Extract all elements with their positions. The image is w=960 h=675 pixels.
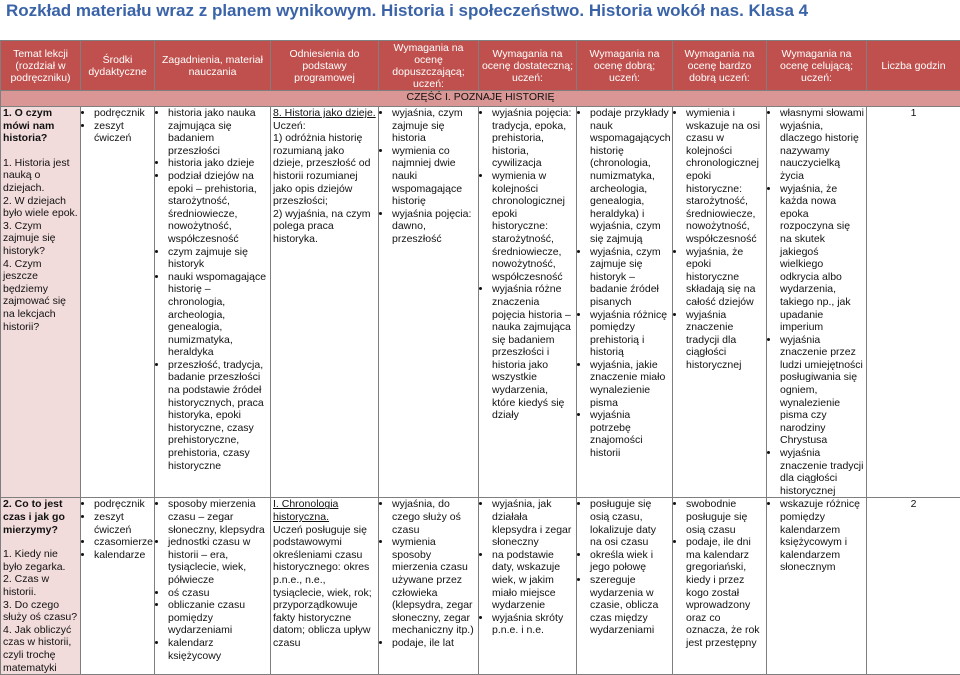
core-title: I. Chronologia historyczna.: [273, 498, 376, 523]
list-item: • wyjaśnia znaczenie tradycji dla ciągłości historycznej: [686, 309, 764, 372]
section-title: CZĘŚĆ I. POZNAJĘ HISTORIĘ: [1, 91, 960, 107]
topic-item: 4. Jak obliczyć czas w historii, czyli trochę matematyki: [3, 624, 78, 674]
list-item: • historia jako dzieje: [168, 157, 268, 170]
req-verygood-cell: [673, 498, 767, 675]
list-item: • wymienia co najmniej dwie nauki wspomagające historię: [392, 145, 476, 208]
list-item: • na podstawie daty, wskazuje wiek, w jakim miało miejsce wydarzenie: [492, 549, 574, 612]
req-good-cell: [577, 107, 673, 498]
header-hours: Liczba godzin: [867, 41, 960, 91]
header-means: Środki dydaktyczne: [81, 41, 155, 91]
req-excellent-cell: [767, 498, 867, 675]
list-item: • obliczanie czasu pomiędzy wydarzeniami: [168, 599, 268, 637]
req-sufficient-cell: [479, 107, 577, 498]
list-item: • wyjaśnia, do czego służy oś czasu: [392, 498, 476, 536]
list-item: • czasomierze: [94, 536, 152, 549]
list-item: • wyjaśnia, jak działała klepsydra i zegar słoneczny: [492, 498, 574, 548]
list-item: • kalendarze: [94, 549, 152, 562]
list-item: • wyjaśnia różne znaczenia pojęcia historia – nauka zajmująca się badaniem przeszłości i historia jako wszystkie wydarzenia, które kiedyś się działy: [492, 283, 574, 422]
list-item: • własnymi słowami wyjaśnia, dlaczego historię nazywamy nauczycielką życia: [780, 107, 864, 183]
list-item: • wymienia sposoby mierzenia czasu używane przez człowieka (klepsydra, zegar słoneczny, zegar mechaniczny itp.): [392, 536, 476, 637]
list-item: • przeszłość, tradycja, badanie przeszłości na podstawie źródeł historycznych, praca historyka, epoki historyczne, czasy prehistoryczne, prehistoria, czasy historyczne: [168, 359, 268, 472]
list-item: • nauki wspomagające historię – chronologia, archeologia, genealogia, numizmatyka, heraldyka: [168, 271, 268, 359]
topic-item: 1. Historia jest nauką o dziejach.: [3, 157, 78, 195]
list-item: • określa wiek i jego połowę: [590, 549, 670, 574]
list-item: • wyjaśnia różnicę pomiędzy prehistorią i historią: [590, 309, 670, 359]
core-item: 1) odróżnia historię rozumianą jako dzieje, przeszłość od historii rozumianej jako opis dziejów przeszłości;: [273, 132, 376, 208]
list-item: • wyjaśnia potrzebę znajomości historii: [590, 409, 670, 459]
hours-cell: 2: [867, 498, 960, 675]
topic-title: 2. Co to jest czas i jak go mierzymy?: [3, 498, 78, 536]
list-item: • posługuje się osią czasu, lokalizuje daty na osi czasu: [590, 498, 670, 548]
header-row: [1, 41, 960, 91]
list-item: • podział dziejów na epoki – prehistoria, starożytność, średniowiecze, nowożytność, współczesność: [168, 170, 268, 246]
topic-item: 3. Czym zajmuje się historyk?: [3, 220, 78, 258]
req-good-cell: [577, 498, 673, 675]
list-item: • kalendarz księżycowy: [168, 637, 268, 662]
list-item: • wskazuje różnicę pomiędzy kalendarzem księżycowym i kalendarzem słonecznym: [780, 498, 864, 574]
core-cell: [271, 107, 379, 498]
topic-item: 1. Kiedy nie było zegarka.: [3, 548, 78, 573]
list-item: • wyjaśnia, że każda nowa epoka rozpoczyna się na skutek jakiegoś wielkiego odkrycia albo wydarzenia, takiego np., jak upadanie imperium: [780, 183, 864, 334]
list-item: • wyjaśnia pojęcia: tradycja, epoka, prehistoria, historia, cywilizacja: [492, 107, 574, 170]
list-item: • wyjaśnia, że epoki historyczne składają się na całość dziejów: [686, 246, 764, 309]
list-item: • swobodnie posługuje się osią czasu: [686, 498, 764, 536]
means-cell: [81, 498, 155, 675]
lesson-plan-table: [0, 40, 960, 675]
req-pass-cell: [379, 498, 479, 675]
list-item: • wyjaśnia znaczenie tradycji dla ciągłości historycznej: [780, 447, 864, 497]
header-req-verygood: Wymagania na ocenę bardzo dobrą uczeń:: [673, 41, 767, 91]
topic-title: 1. O czym mówi nam historia?: [3, 107, 78, 145]
list-item: • podaje, ile dni ma kalendarz gregoriański, kiedy i przez kogo został wprowadzony oraz co oznacza, że rok jest przestępny: [686, 536, 764, 649]
header-req-excellent: Wymagania na ocenę celującą; uczeń:: [767, 41, 867, 91]
issues-cell: [155, 107, 271, 498]
page-title: Rozkład materiału wraz z planem wynikowym. Historia i społeczeństwo. Historia wokół nas. Klasa 4: [6, 0, 808, 22]
list-item: • wymienia i wskazuje na osi czasu w kolejności chronologicznej epoki historyczne: starożytność, średniowiecze, nowożytność, współczesność: [686, 107, 764, 246]
list-item: • wyjaśnia, czym zajmuje się historia: [392, 107, 476, 145]
core-cell: [271, 498, 379, 675]
list-item: • wyjaśnia pojęcia: dawno, przeszłość: [392, 208, 476, 246]
header-topic: Temat lekcji (rozdział w podręczniku): [1, 41, 81, 91]
req-pass-cell: [379, 107, 479, 498]
core-title: 8. Historia jako dzieje.: [273, 107, 376, 120]
list-item: • czym zajmuje się historyk: [168, 246, 268, 271]
topic-item: 3. Do czego służy oś czasu?: [3, 599, 78, 624]
core-item: 2) wyjaśnia, na czym polega praca historyka.: [273, 208, 376, 246]
header-issues: Zagadnienia, materiał nauczania: [155, 41, 271, 91]
table-row: [1, 107, 960, 498]
topic-item: 4. Czym jeszcze będziemy zajmować się na lekcjach historii?: [3, 258, 78, 334]
list-item: • jednostki czasu w historii – era, tysiąclecie, wiek, półwiecze: [168, 536, 268, 586]
list-item: • podaje, ile lat: [392, 637, 476, 650]
list-item: • sposoby mierzenia czasu – zegar słoneczny, klepsydra: [168, 498, 268, 536]
list-item: • podręcznik: [94, 498, 152, 511]
topic-cell: [1, 498, 81, 675]
list-item: • szereguje wydarzenia w czasie, oblicza czas między wydarzeniami: [590, 574, 670, 637]
header-req-good: Wymagania na ocenę dobrą; uczeń:: [577, 41, 673, 91]
topic-item: 2. Czas w historii.: [3, 573, 78, 598]
list-item: • zeszyt ćwiczeń: [94, 511, 152, 536]
table-row: [1, 498, 960, 675]
header-req-sufficient: Wymagania na ocenę dostateczną; uczeń:: [479, 41, 577, 91]
means-cell: [81, 107, 155, 498]
issues-cell: [155, 498, 271, 675]
list-item: • wyjaśnia znaczenie przez ludzi umiejętności posługiwania się ogniem, wynalezienie pisma czy narodziny Chrystusa: [780, 334, 864, 447]
topic-cell: [1, 107, 81, 498]
list-item: • oś czasu: [168, 587, 268, 600]
header-core: Odniesienia do podstawy programowej: [271, 41, 379, 91]
list-item: • wyjaśnia, jakie znaczenie miało wynalezienie pisma: [590, 359, 670, 409]
topic-item: 2. W dziejach było wiele epok.: [3, 195, 78, 220]
list-item: • wyjaśnia, czym zajmuje się historyk – badanie źródeł pisanych: [590, 246, 670, 309]
hours-cell: 1: [867, 107, 960, 498]
core-pupil: Uczeń:: [273, 120, 376, 133]
req-verygood-cell: [673, 107, 767, 498]
list-item: • wymienia w kolejności chronologicznej epoki historyczne: starożytność, średniowiecze, nowożytność, współczesność: [492, 170, 574, 283]
req-sufficient-cell: [479, 498, 577, 675]
req-excellent-cell: [767, 107, 867, 498]
header-req-pass: Wymagania na ocenę dopuszczającą; uczeń:: [379, 41, 479, 91]
list-item: • wyjaśnia skróty p.n.e. i n.e.: [492, 612, 574, 637]
list-item: • historia jako nauka zajmująca się badaniem przeszłości: [168, 107, 268, 157]
core-intro: Uczeń posługuje się podstawowymi określeniami czasu historycznego: okres p.n.e., n.e., tysiąclecie, wiek, rok; przyporządkowuje fakty historyczne datom; oblicza upływ czasu: [273, 524, 376, 650]
list-item: • podręcznik: [94, 107, 152, 120]
list-item: • podaje przykłady nauk wspomagających historię (chronologia, numizmatyka, archeologia, genealogia, heraldyka) i wyjaśnia, czym się zajmują: [590, 107, 670, 246]
list-item: • zeszyt ćwiczeń: [94, 120, 152, 145]
section-row: [1, 91, 960, 107]
